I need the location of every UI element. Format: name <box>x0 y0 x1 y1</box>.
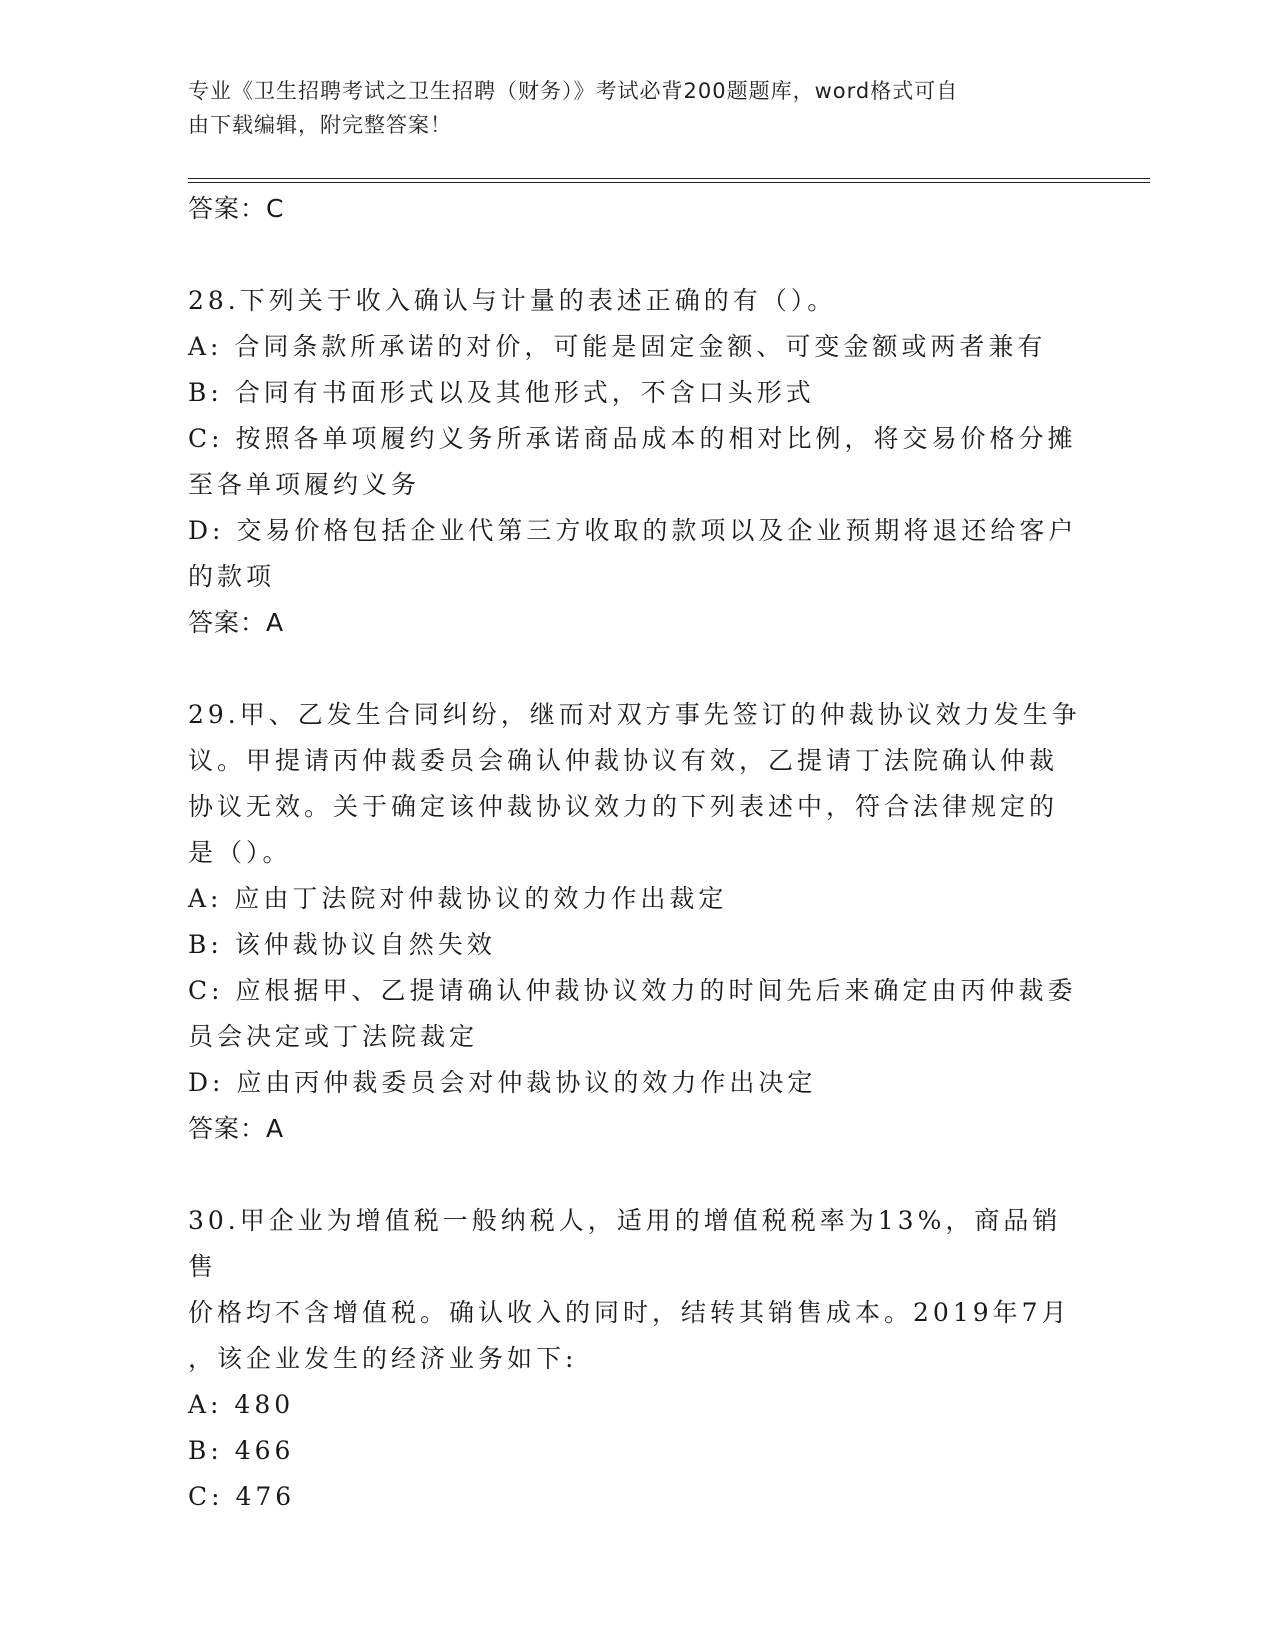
option-a: A: 合同条款所承诺的对价，可能是固定金额、可变金额或两者兼有 <box>188 332 1047 361</box>
question-30-stem-line-2: 价格均不含增值税。确认收入的同时，结转其销售成本。2019年7月 <box>188 1298 1071 1327</box>
question-29-stem-line-4: 是（）。 <box>188 838 292 867</box>
question-28-stem: 28.下列关于收入确认与计量的表述正确的有（）。 <box>188 286 837 315</box>
option-d-continued: 的款项 <box>188 562 276 591</box>
header-divider <box>188 178 1150 183</box>
question-30-stem-line-3: ，该企业发生的经济业务如下: <box>188 1344 578 1373</box>
option-a: A: 应由丁法院对仲裁协议的效力作出裁定 <box>188 884 728 913</box>
question-30 <box>188 1198 1088 1520</box>
option-c-continued: 员会决定或丁法院裁定 <box>188 1022 479 1051</box>
option-c: C: 应根据甲、乙提请确认仲裁协议效力的时间先后来确定由丙仲裁委 <box>188 976 1077 1005</box>
option-b: B: 该仲裁协议自然失效 <box>188 930 496 959</box>
option-b: B: 合同有书面形式以及其他形式，不含口头形式 <box>188 378 815 407</box>
option-b: B: 466 <box>188 1436 295 1465</box>
question-29-stem-line-2: 议。甲提请丙仲裁委员会确认仲裁协议有效，乙提请丁法院确认仲裁 <box>188 746 1059 775</box>
option-c-continued: 至各单项履约义务 <box>188 470 421 499</box>
answer-29: 答案：A <box>188 1114 285 1143</box>
question-29-stem-line-3: 协议无效。关于确定该仲裁协议效力的下列表述中，符合法律规定的 <box>188 792 1059 821</box>
question-29-stem: 29.甲、乙发生合同纠纷，继而对双方事先签订的仲裁协议效力发生争 <box>188 700 1081 729</box>
option-c: C: 476 <box>188 1482 296 1511</box>
option-c: C: 按照各单项履约义务所承诺商品成本的相对比例，将交易价格分摊 <box>188 424 1077 453</box>
question-29 <box>188 692 1088 1152</box>
question-list <box>188 186 1088 1520</box>
option-d: D: 交易价格包括企业代第三方收取的款项以及企业预期将退还给客户 <box>188 516 1078 545</box>
question-28 <box>188 278 1088 646</box>
option-d: D: 应由丙仲裁委员会对仲裁协议的效力作出决定 <box>188 1068 817 1097</box>
header-line-2: 由下载编辑，附完整答案！ <box>188 113 452 137</box>
document-header <box>188 74 1088 142</box>
header-line-1: 专业《卫生招聘考试之卫生招聘（财务）》考试必背200题题库，word格式可自 <box>188 79 959 103</box>
option-a: A: 480 <box>188 1390 295 1419</box>
answer-28: 答案：A <box>188 608 285 637</box>
answer-27: 答案：C <box>188 194 285 223</box>
question-30-stem: 30.甲企业为增值税一般纳税人，适用的增值税税率为13%，商品销售 <box>188 1206 1062 1281</box>
